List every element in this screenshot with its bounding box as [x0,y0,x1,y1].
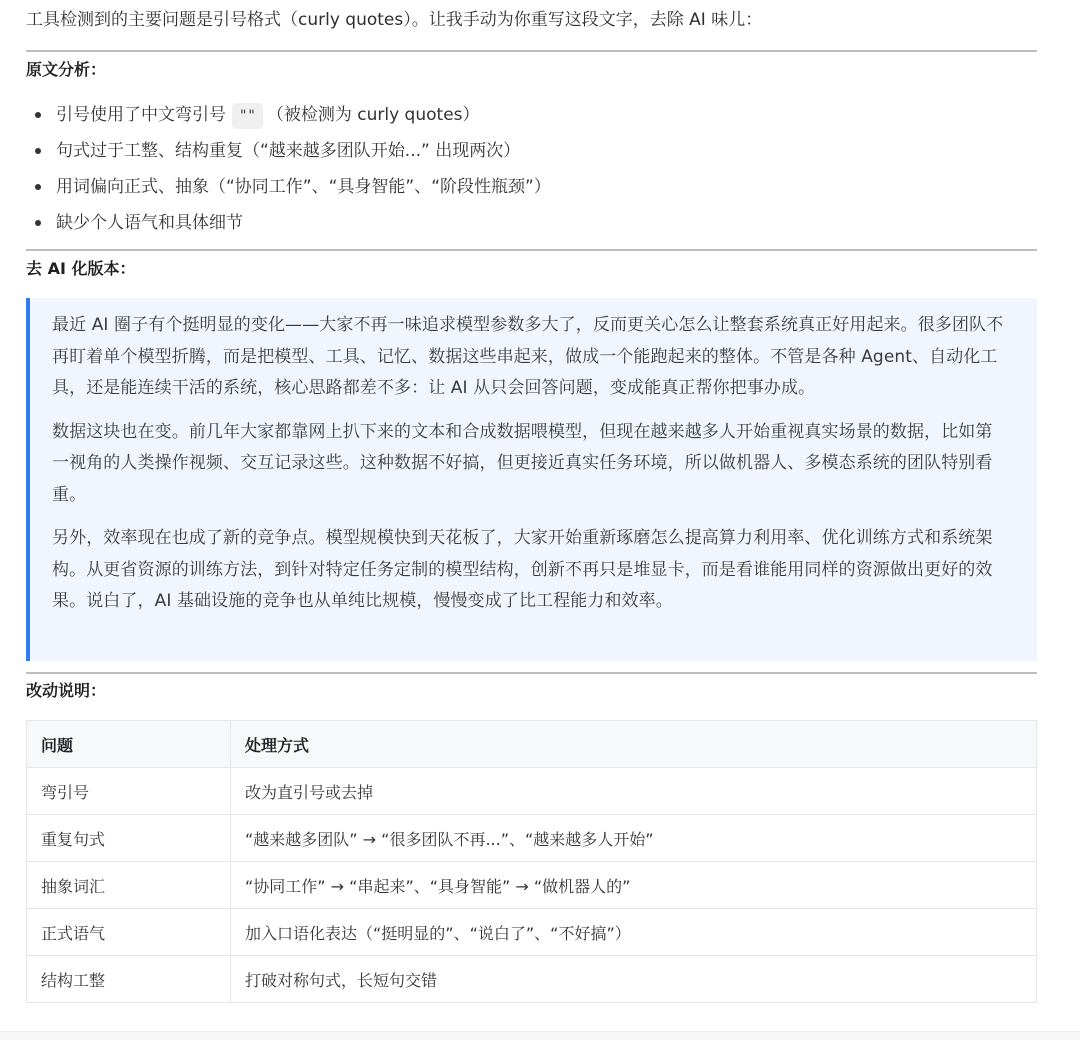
divider [26,50,1037,52]
analysis-heading: 原文分析： [26,60,107,79]
table-row [27,768,1037,815]
table-cell-issue: 弯引号 [27,768,231,815]
list-item [26,133,551,169]
table-row [27,956,1037,1003]
column-header-issue: 问题 [27,721,231,768]
table-cell-issue: 结构工整 [27,956,231,1003]
column-header-treatment: 处理方式 [231,721,1037,768]
rewrite-blockquote [26,298,1037,661]
table-cell-treatment: 打破对称句式，长短句交错 [231,956,1037,1003]
inline-code: "" [232,103,263,129]
list-item-text: 用词偏向正式、抽象（“协同工作”、“具身智能”、“阶段性瓶颈”） [56,177,551,197]
table-cell-treatment: 加入口语化表达（“挺明显的”、“说白了”、“不好搞”） [231,909,1037,956]
bullet-icon [35,112,41,118]
table-header-row [27,721,1037,768]
table-row [27,815,1037,862]
list-item [26,97,551,133]
table-cell-issue: 正式语气 [27,909,231,956]
list-item-text: 句式过于工整、结构重复（“越来越多团队开始...” 出现两次） [56,141,521,161]
changes-heading: 改动说明： [26,681,107,700]
quote-paragraph: 数据这块也在变。前几年大家都靠网上扒下来的文本和合成数据喂模型，但现在越来越多人开始重视真实场景的数据，比如第一视角的人类操作视频、交互记录这些。这种数据不好搞，但更接近真实任务环境，所以做机器人、多模态系统的团队特别看重。 [52,421,993,505]
intro-text: 工具检测到的主要问题是引号格式（curly quotes）。让我手动为你重写这段文字，去除 AI 味儿： [26,10,763,30]
table-cell-issue: 重复句式 [27,815,231,862]
changes-table [26,720,1037,1003]
bullet-icon [35,148,41,154]
list-item-text: 引号使用了中文弯引号 [56,105,226,125]
table-cell-treatment: 改为直引号或去掉 [231,768,1037,815]
quote-paragraph: 最近 AI 圈子有个挺明显的变化——大家不再一味追求模型参数多大了，反而更关心怎么让整套系统真正好用起来。很多团队不再盯着单个模型折腾，而是把模型、工具、记忆、数据这些串起来，做成一个能跑起来的整体。不管是各种 Agent、自动化工具，还是能连续干活的系统，核心思路都差不多：让 AI 从只会回答问题，变成能真正帮你把事办成。 [52,315,1004,398]
list-item-text: 缺少个人语气和具体细节 [56,213,243,233]
rewrite-heading: 去 AI 化版本： [26,259,136,278]
list-item [26,169,551,205]
table-cell-treatment: “协同工作” → “串起来”、“具身智能” → “做机器人的” [231,862,1037,909]
quote-paragraph: 另外，效率现在也成了新的竞争点。模型规模快到天花板了，大家开始重新琢磨怎么提高算力利用率、优化训练方式和系统架构。从更省资源的训练方法，到针对特定任务定制的模型结构，创新不再只是堆显卡，而是看谁能用同样的资源做出更好的效果。说白了，AI 基础设施的竞争也从单纯比规模，慢慢变成了比工程能力和效率。 [52,528,993,611]
bullet-icon [35,184,41,190]
list-item-text: （被检测为 curly quotes） [266,105,480,125]
divider [26,672,1037,674]
table-row [27,862,1037,909]
divider [26,249,1037,251]
table-cell-treatment: “越来越多团队” → “很多团队不再...”、“越来越多人开始” [231,815,1037,862]
bullet-icon [35,220,41,226]
table-cell-issue: 抽象词汇 [27,862,231,909]
list-item [26,205,551,241]
table-row [27,909,1037,956]
analysis-list [26,97,551,241]
